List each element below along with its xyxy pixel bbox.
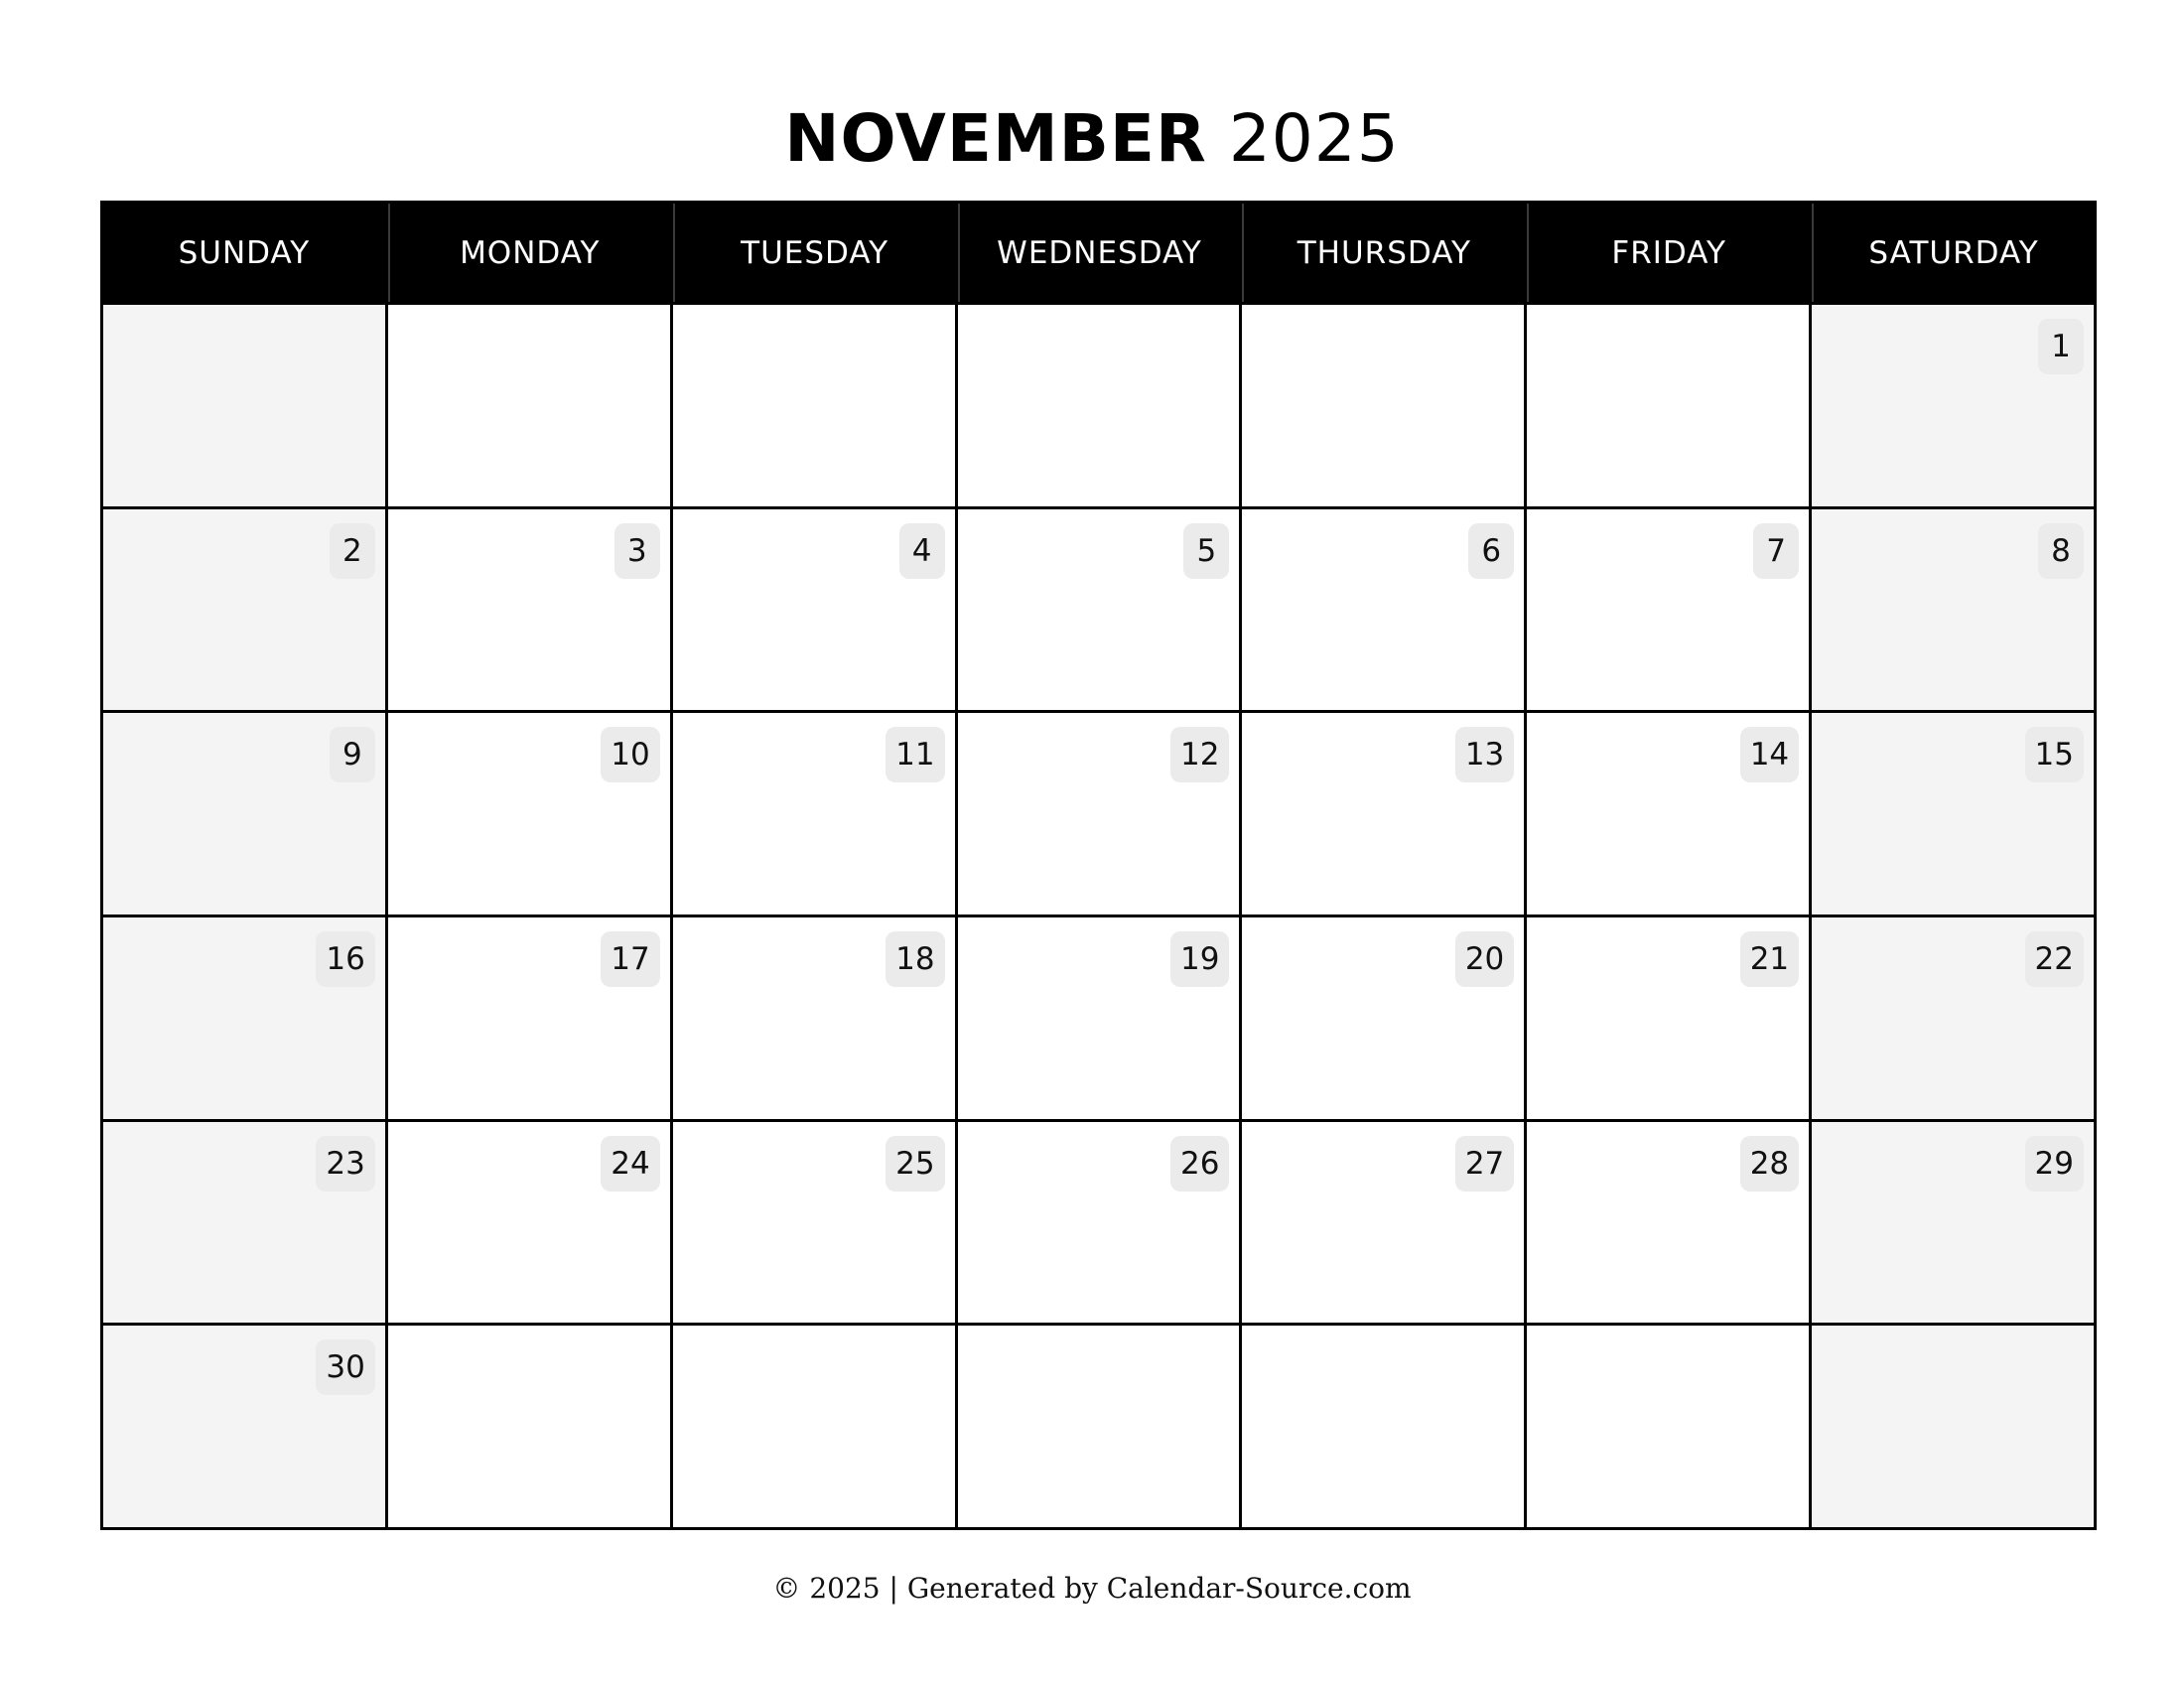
day-cell-29 — [1812, 1122, 2094, 1324]
day-cell-4 — [673, 509, 955, 711]
empty-day-cell — [1242, 1326, 1524, 1527]
empty-day-cell — [1242, 305, 1524, 506]
date-number: 20 — [1455, 931, 1514, 987]
title-month: NOVEMBER — [784, 100, 1207, 177]
weekday-header-tuesday: TUESDAY — [673, 204, 955, 302]
date-number: 24 — [601, 1136, 659, 1192]
date-number: 15 — [2025, 727, 2084, 782]
weekday-header-wednesday: WEDNESDAY — [958, 204, 1240, 302]
date-number: 17 — [601, 931, 659, 987]
day-cell-1 — [1812, 305, 2094, 506]
date-number: 27 — [1455, 1136, 1514, 1192]
day-cell-2 — [103, 509, 385, 711]
day-cell-30 — [103, 1326, 385, 1527]
day-cell-6 — [1242, 509, 1524, 711]
date-number: 5 — [1183, 523, 1229, 579]
day-cell-8 — [1812, 509, 2094, 711]
weekday-header-saturday: SATURDAY — [1812, 204, 2094, 302]
empty-day-cell — [1527, 305, 1809, 506]
date-number: 23 — [316, 1136, 374, 1192]
date-number: 1 — [2038, 319, 2084, 374]
date-number: 18 — [886, 931, 944, 987]
date-number: 21 — [1740, 931, 1799, 987]
empty-day-cell — [958, 305, 1240, 506]
empty-day-cell — [1527, 1326, 1809, 1527]
date-number: 30 — [316, 1339, 374, 1395]
weekday-header-sunday: SUNDAY — [103, 204, 385, 302]
day-cell-12 — [958, 713, 1240, 914]
day-cell-16 — [103, 917, 385, 1119]
date-number: 16 — [316, 931, 374, 987]
calendar-grid — [100, 201, 2097, 1530]
date-number: 8 — [2038, 523, 2084, 579]
day-cell-11 — [673, 713, 955, 914]
day-cell-7 — [1527, 509, 1809, 711]
date-number: 2 — [330, 523, 375, 579]
day-cell-5 — [958, 509, 1240, 711]
title-year: 2025 — [1228, 100, 1400, 177]
date-number: 7 — [1753, 523, 1799, 579]
date-number: 28 — [1740, 1136, 1799, 1192]
day-cell-18 — [673, 917, 955, 1119]
day-cell-23 — [103, 1122, 385, 1324]
day-cell-15 — [1812, 713, 2094, 914]
day-cell-9 — [103, 713, 385, 914]
date-number: 26 — [1170, 1136, 1229, 1192]
day-cell-22 — [1812, 917, 2094, 1119]
day-cell-28 — [1527, 1122, 1809, 1324]
empty-day-cell — [673, 1326, 955, 1527]
day-cell-10 — [388, 713, 670, 914]
date-number: 13 — [1455, 727, 1514, 782]
day-cell-27 — [1242, 1122, 1524, 1324]
date-number: 6 — [1468, 523, 1514, 579]
date-number: 29 — [2025, 1136, 2084, 1192]
day-cell-26 — [958, 1122, 1240, 1324]
date-number: 14 — [1740, 727, 1799, 782]
date-number: 12 — [1170, 727, 1229, 782]
day-cell-20 — [1242, 917, 1524, 1119]
empty-day-cell — [388, 1326, 670, 1527]
day-cell-19 — [958, 917, 1240, 1119]
weekday-header-thursday: THURSDAY — [1242, 204, 1524, 302]
empty-day-cell — [388, 305, 670, 506]
date-number: 11 — [886, 727, 944, 782]
date-number: 10 — [601, 727, 659, 782]
day-cell-17 — [388, 917, 670, 1119]
day-cell-13 — [1242, 713, 1524, 914]
empty-day-cell — [103, 305, 385, 506]
date-number: 4 — [899, 523, 945, 579]
empty-day-cell — [673, 305, 955, 506]
date-number: 19 — [1170, 931, 1229, 987]
day-cell-21 — [1527, 917, 1809, 1119]
day-cell-3 — [388, 509, 670, 711]
date-number: 9 — [330, 727, 375, 782]
footer-credit: © 2025 | Generated by Calendar-Source.com — [772, 1572, 1412, 1605]
calendar-title — [0, 94, 2184, 184]
empty-day-cell — [958, 1326, 1240, 1527]
date-number: 3 — [614, 523, 660, 579]
empty-day-cell — [1812, 1326, 2094, 1527]
day-cell-14 — [1527, 713, 1809, 914]
date-number: 25 — [886, 1136, 944, 1192]
day-cell-24 — [388, 1122, 670, 1324]
date-number: 22 — [2025, 931, 2084, 987]
day-cell-25 — [673, 1122, 955, 1324]
weekday-header-monday: MONDAY — [388, 204, 670, 302]
weekday-header-friday: FRIDAY — [1527, 204, 1809, 302]
